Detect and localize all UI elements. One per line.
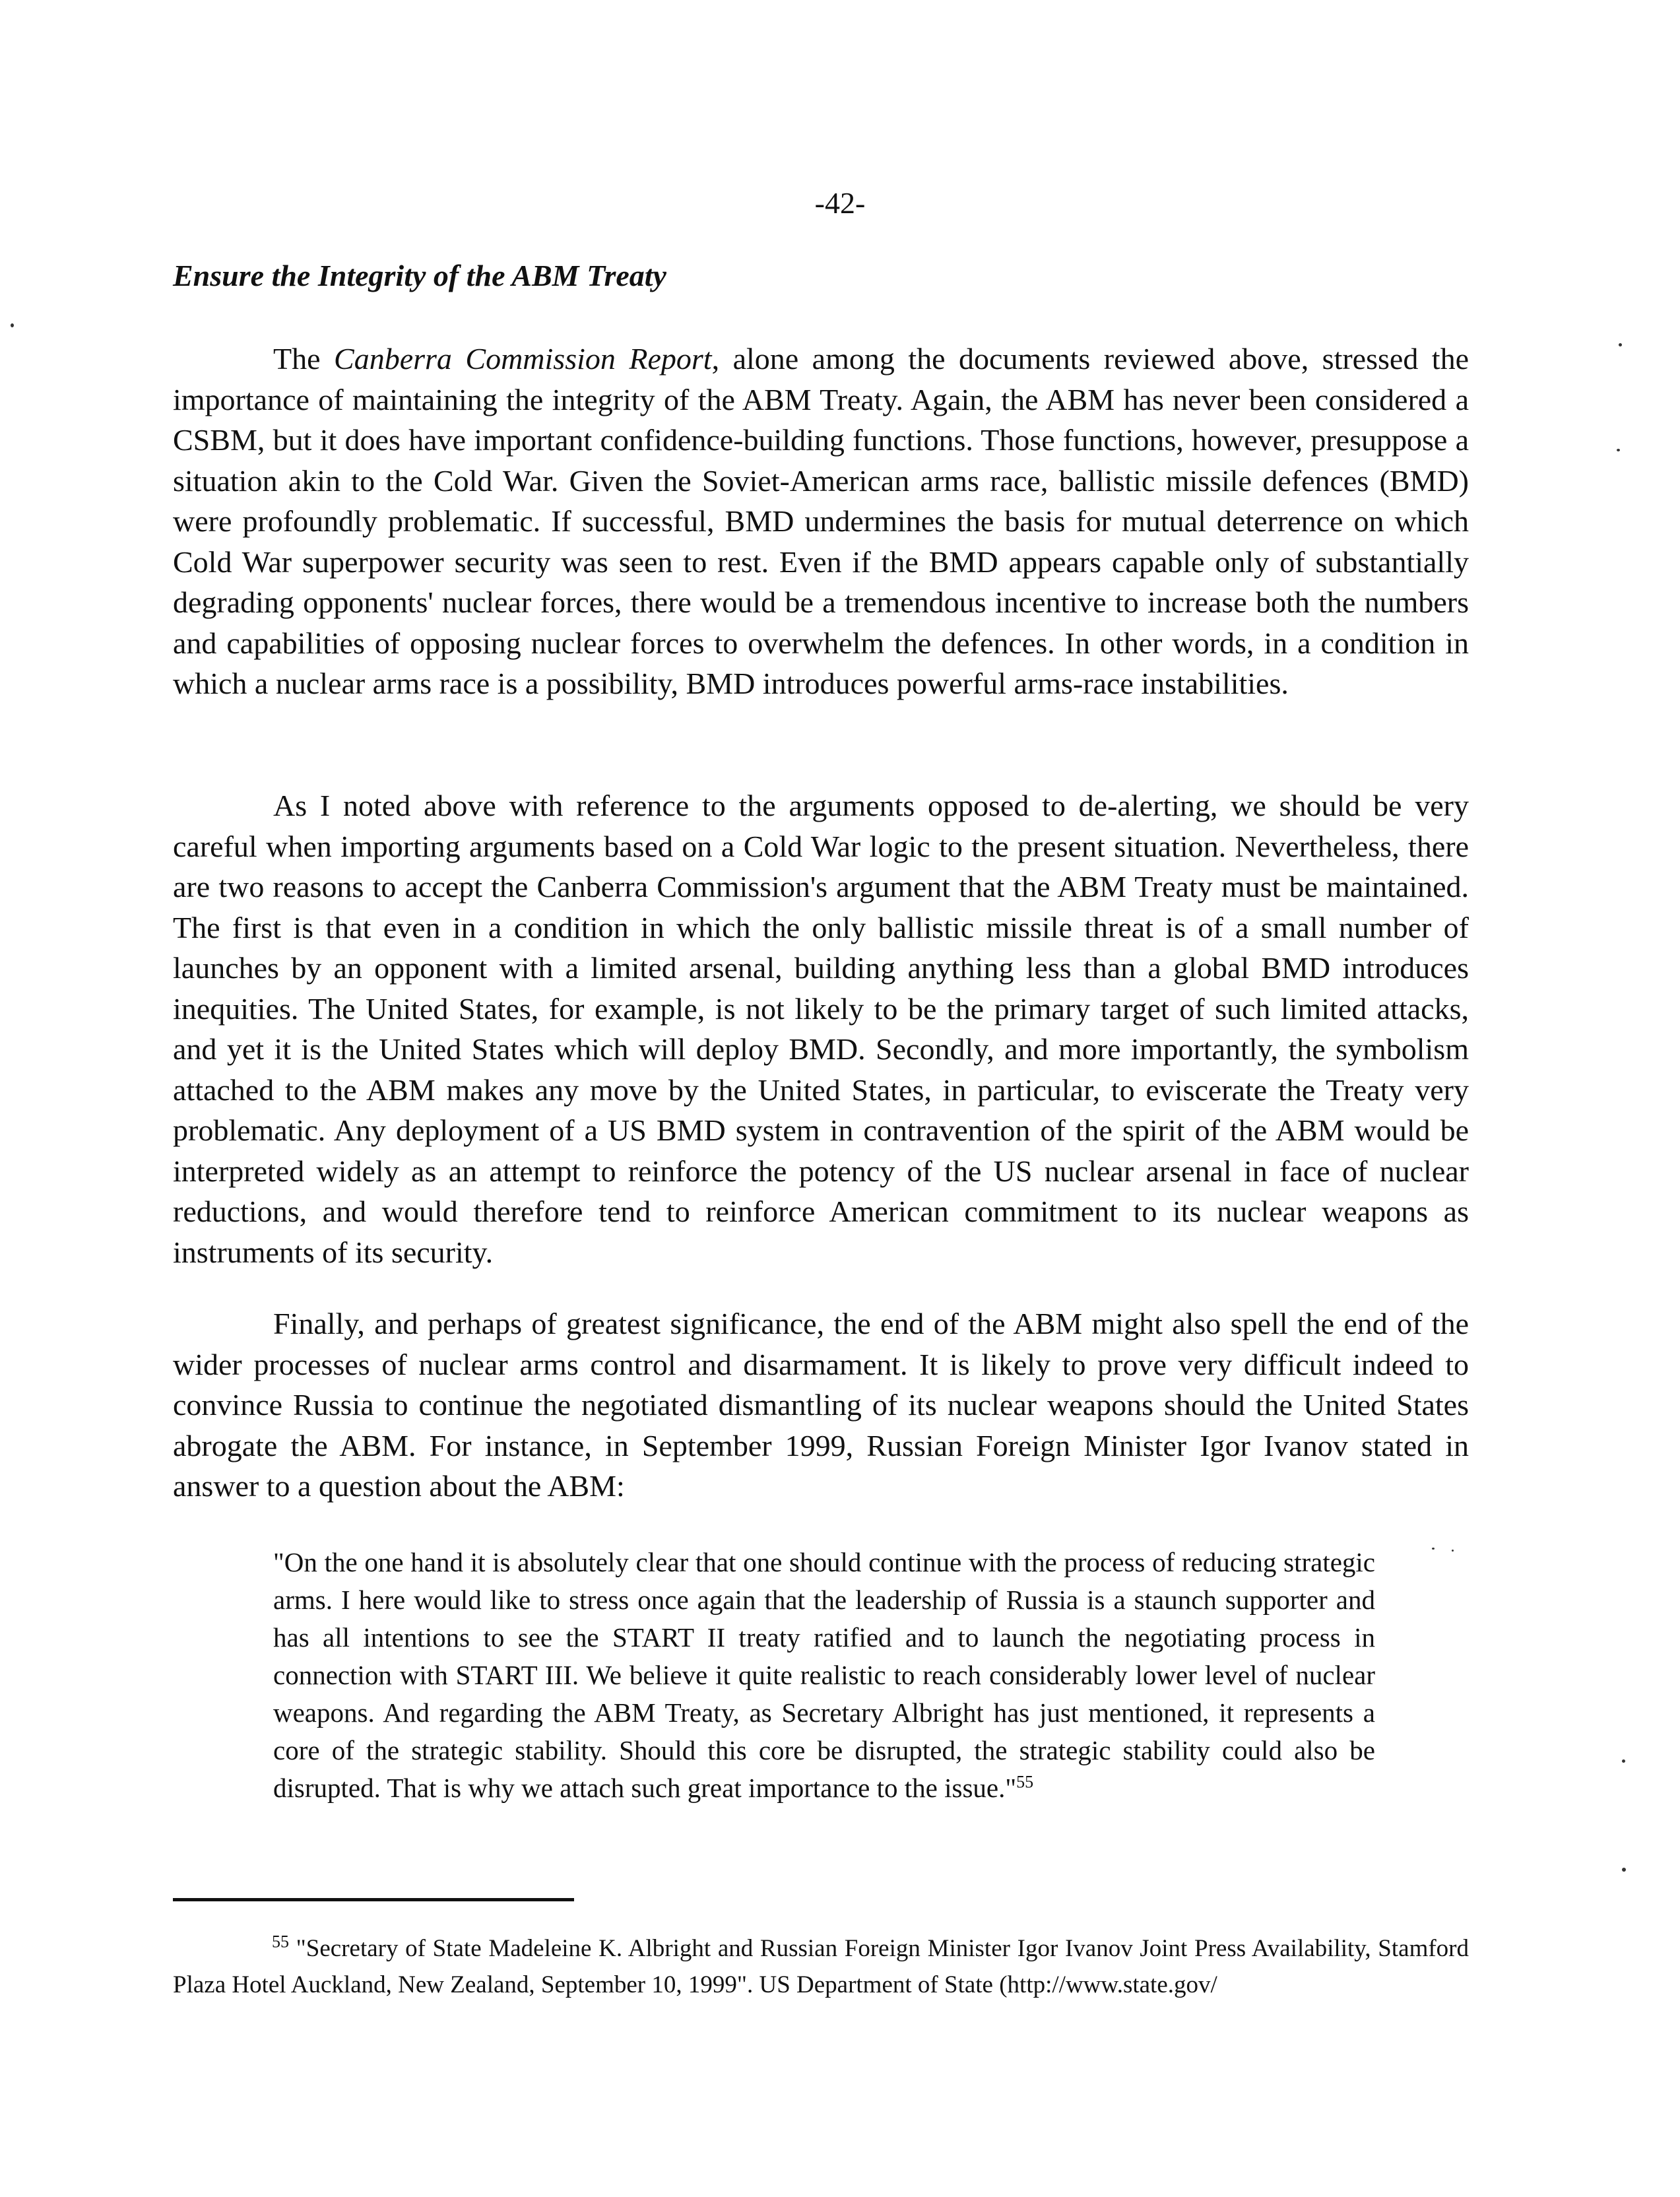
paragraph-1-lead: The xyxy=(273,342,335,376)
paragraph-3: Finally, and perhaps of greatest significance, the end of the ABM might also spell the end of the wider processes of nuclear arms control and disarmament. It is likely to prove very difficult indeed to convince Russia to continue the negotiated dismantling of its nuclear weapons should the United States abrogate the ABM. For instance, in September 1999, Russian Foreign Minister Igor Ivanov stated in answer to a question about the ABM: xyxy=(173,1307,1469,1503)
footnote xyxy=(173,1930,1469,2003)
paragraph-1-body: , alone among the documents reviewed above, stressed the importance of maintaining the integrity of the ABM Treaty. Again, the ABM has never been considered a CSBM, but it does have important confidence-building functions. Those functions, however, presuppose a situation akin to the Cold War. Given the Soviet-American arms race, ballistic missile defences (BMD) were profoundly problematic. If successful, BMD undermines the basis for mutual deterrence on which Cold War superpower security was seen to rest. Even if the BMD appears capable only of substantially degrading opponents' nuclear forces, there would be a tremendous incentive to increase both the numbers and capabilities of opposing nuclear forces to overwhelm the defences. In other words, in a condition in which a nuclear arms race is a possibility, BMD introduces powerful arms-race instabilities. xyxy=(173,342,1470,700)
page-number: -42- xyxy=(814,186,866,220)
scan-speck xyxy=(1617,449,1620,451)
scan-speck xyxy=(1452,1550,1454,1552)
footnote-reference: 55 xyxy=(1016,1772,1034,1792)
section-heading: Ensure the Integrity of the ABM Treaty xyxy=(173,259,666,292)
footnote-marker: 55 xyxy=(272,1932,289,1951)
quote-text: "On the one hand it is absolutely clear that one should continue with the process of reducing strategic arms. I here would like to stress once again that the leadership of Russia is a staunch supporter and has all intentions to see the START II treaty ratified and to launch the negotiating process in connection with START III. We believe it quite realistic to reach considerably lower level of nuclear weapons. And regarding the ABM Treaty, as Secretary Albright has just mentioned, it represents a core of the strategic stability. Should this core be disrupted, the strategic stability could also be disrupted. That is why we attach such great importance to the issue." xyxy=(273,1547,1375,1803)
paragraph-2: As I noted above with reference to the arguments opposed to de-alerting, we should be very careful when importing arguments based on a Cold War logic to the present situation. Nevertheless, there are two reasons to accept the Canberra Commission's argument that the ABM Treaty must be maintained. The first is that even in a condition in which the only ballistic missile threat is of a small number of launches by an opponent with a limited arsenal, building anything less than a global BMD introduces inequities. The United States, for example, is not likely to be the primary target of such limited attacks, and yet it is the United States which will deploy BMD. Secondly, and more importantly, the symbolism attached to the ABM makes any move by the United States, in particular, to eviscerate the Treaty very problematic. Any deployment of a US BMD system in contravention of the spirit of the ABM would be interpreted widely as an attempt to reinforce the potency of the US nuclear arsenal in face of nuclear reductions, and would therefore tend to reinforce American commitment to its nuclear weapons as instruments of its security. xyxy=(173,789,1469,1269)
scan-speck xyxy=(1432,1548,1435,1550)
footnote-divider xyxy=(173,1898,574,1901)
scan-speck xyxy=(11,323,14,327)
paragraph-1 xyxy=(173,339,1469,704)
report-title: Canberra Commission Report xyxy=(334,342,712,376)
scan-speck xyxy=(1622,1759,1625,1763)
footnote-text: "Secretary of State Madeleine K. Albright and Russian Foreign Minister Igor Ivanov Joint Press Availability, Stamford Plaza Hotel Auckland, New Zealand, September 10, 1999". US Department of State (http://www.state.gov/ xyxy=(173,1935,1469,1998)
scan-speck xyxy=(1619,343,1622,346)
scan-speck xyxy=(1622,1868,1626,1872)
block-quote xyxy=(273,1544,1375,1807)
